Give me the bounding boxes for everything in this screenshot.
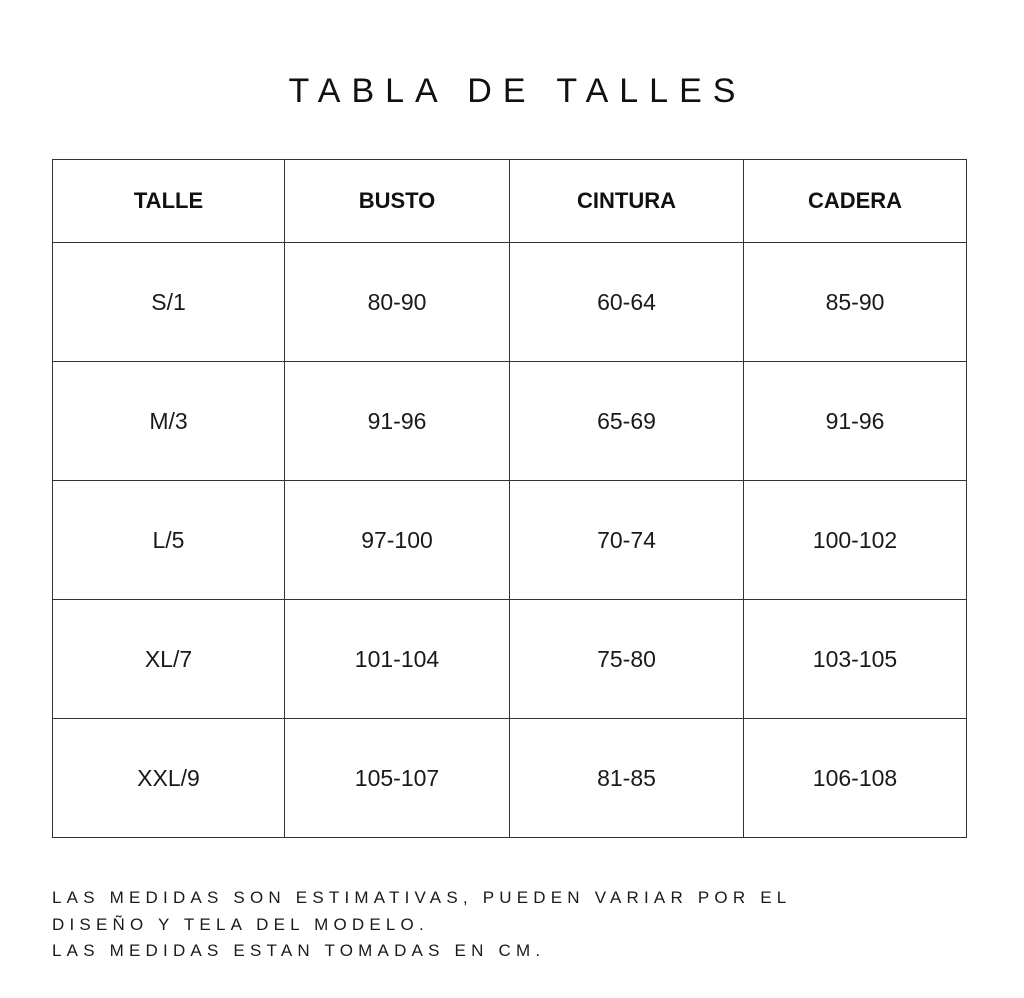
- cell-talle: M/3: [53, 362, 285, 481]
- note-line: LAS MEDIDAS ESTAN TOMADAS EN CM.: [52, 941, 546, 960]
- note-line: LAS MEDIDAS SON ESTIMATIVAS, PUEDEN VARIAR POR EL: [52, 888, 792, 907]
- cell-cintura: 70-74: [510, 481, 744, 600]
- cell-busto: 91-96: [285, 362, 510, 481]
- cell-cadera: 91-96: [744, 362, 967, 481]
- cell-cintura: 65-69: [510, 362, 744, 481]
- cell-talle: L/5: [53, 481, 285, 600]
- cell-busto: 105-107: [285, 719, 510, 838]
- measurement-notes: [52, 885, 992, 965]
- cell-busto: 80-90: [285, 243, 510, 362]
- page-title: TABLA DE TALLES: [288, 72, 747, 110]
- header-cadera: CADERA: [744, 160, 967, 243]
- table-row: [53, 719, 967, 838]
- header-cintura: CINTURA: [510, 160, 744, 243]
- cell-cadera: 106-108: [744, 719, 967, 838]
- cell-cadera: 85-90: [744, 243, 967, 362]
- table-row: [53, 600, 967, 719]
- cell-talle: XXL/9: [53, 719, 285, 838]
- size-chart-table: [52, 159, 967, 838]
- header-busto: BUSTO: [285, 160, 510, 243]
- header-talle: TALLE: [53, 160, 285, 243]
- table-header-row: [53, 160, 967, 243]
- cell-talle: S/1: [53, 243, 285, 362]
- note-line: DISEÑO Y TELA DEL MODELO.: [52, 914, 429, 934]
- table-row: [53, 362, 967, 481]
- table-row: [53, 481, 967, 600]
- cell-cintura: 81-85: [510, 719, 744, 838]
- table-row: [53, 243, 967, 362]
- cell-cintura: 75-80: [510, 600, 744, 719]
- cell-busto: 97-100: [285, 481, 510, 600]
- cell-cadera: 103-105: [744, 600, 967, 719]
- cell-cintura: 60-64: [510, 243, 744, 362]
- cell-cadera: 100-102: [744, 481, 967, 600]
- cell-busto: 101-104: [285, 600, 510, 719]
- cell-talle: XL/7: [53, 600, 285, 719]
